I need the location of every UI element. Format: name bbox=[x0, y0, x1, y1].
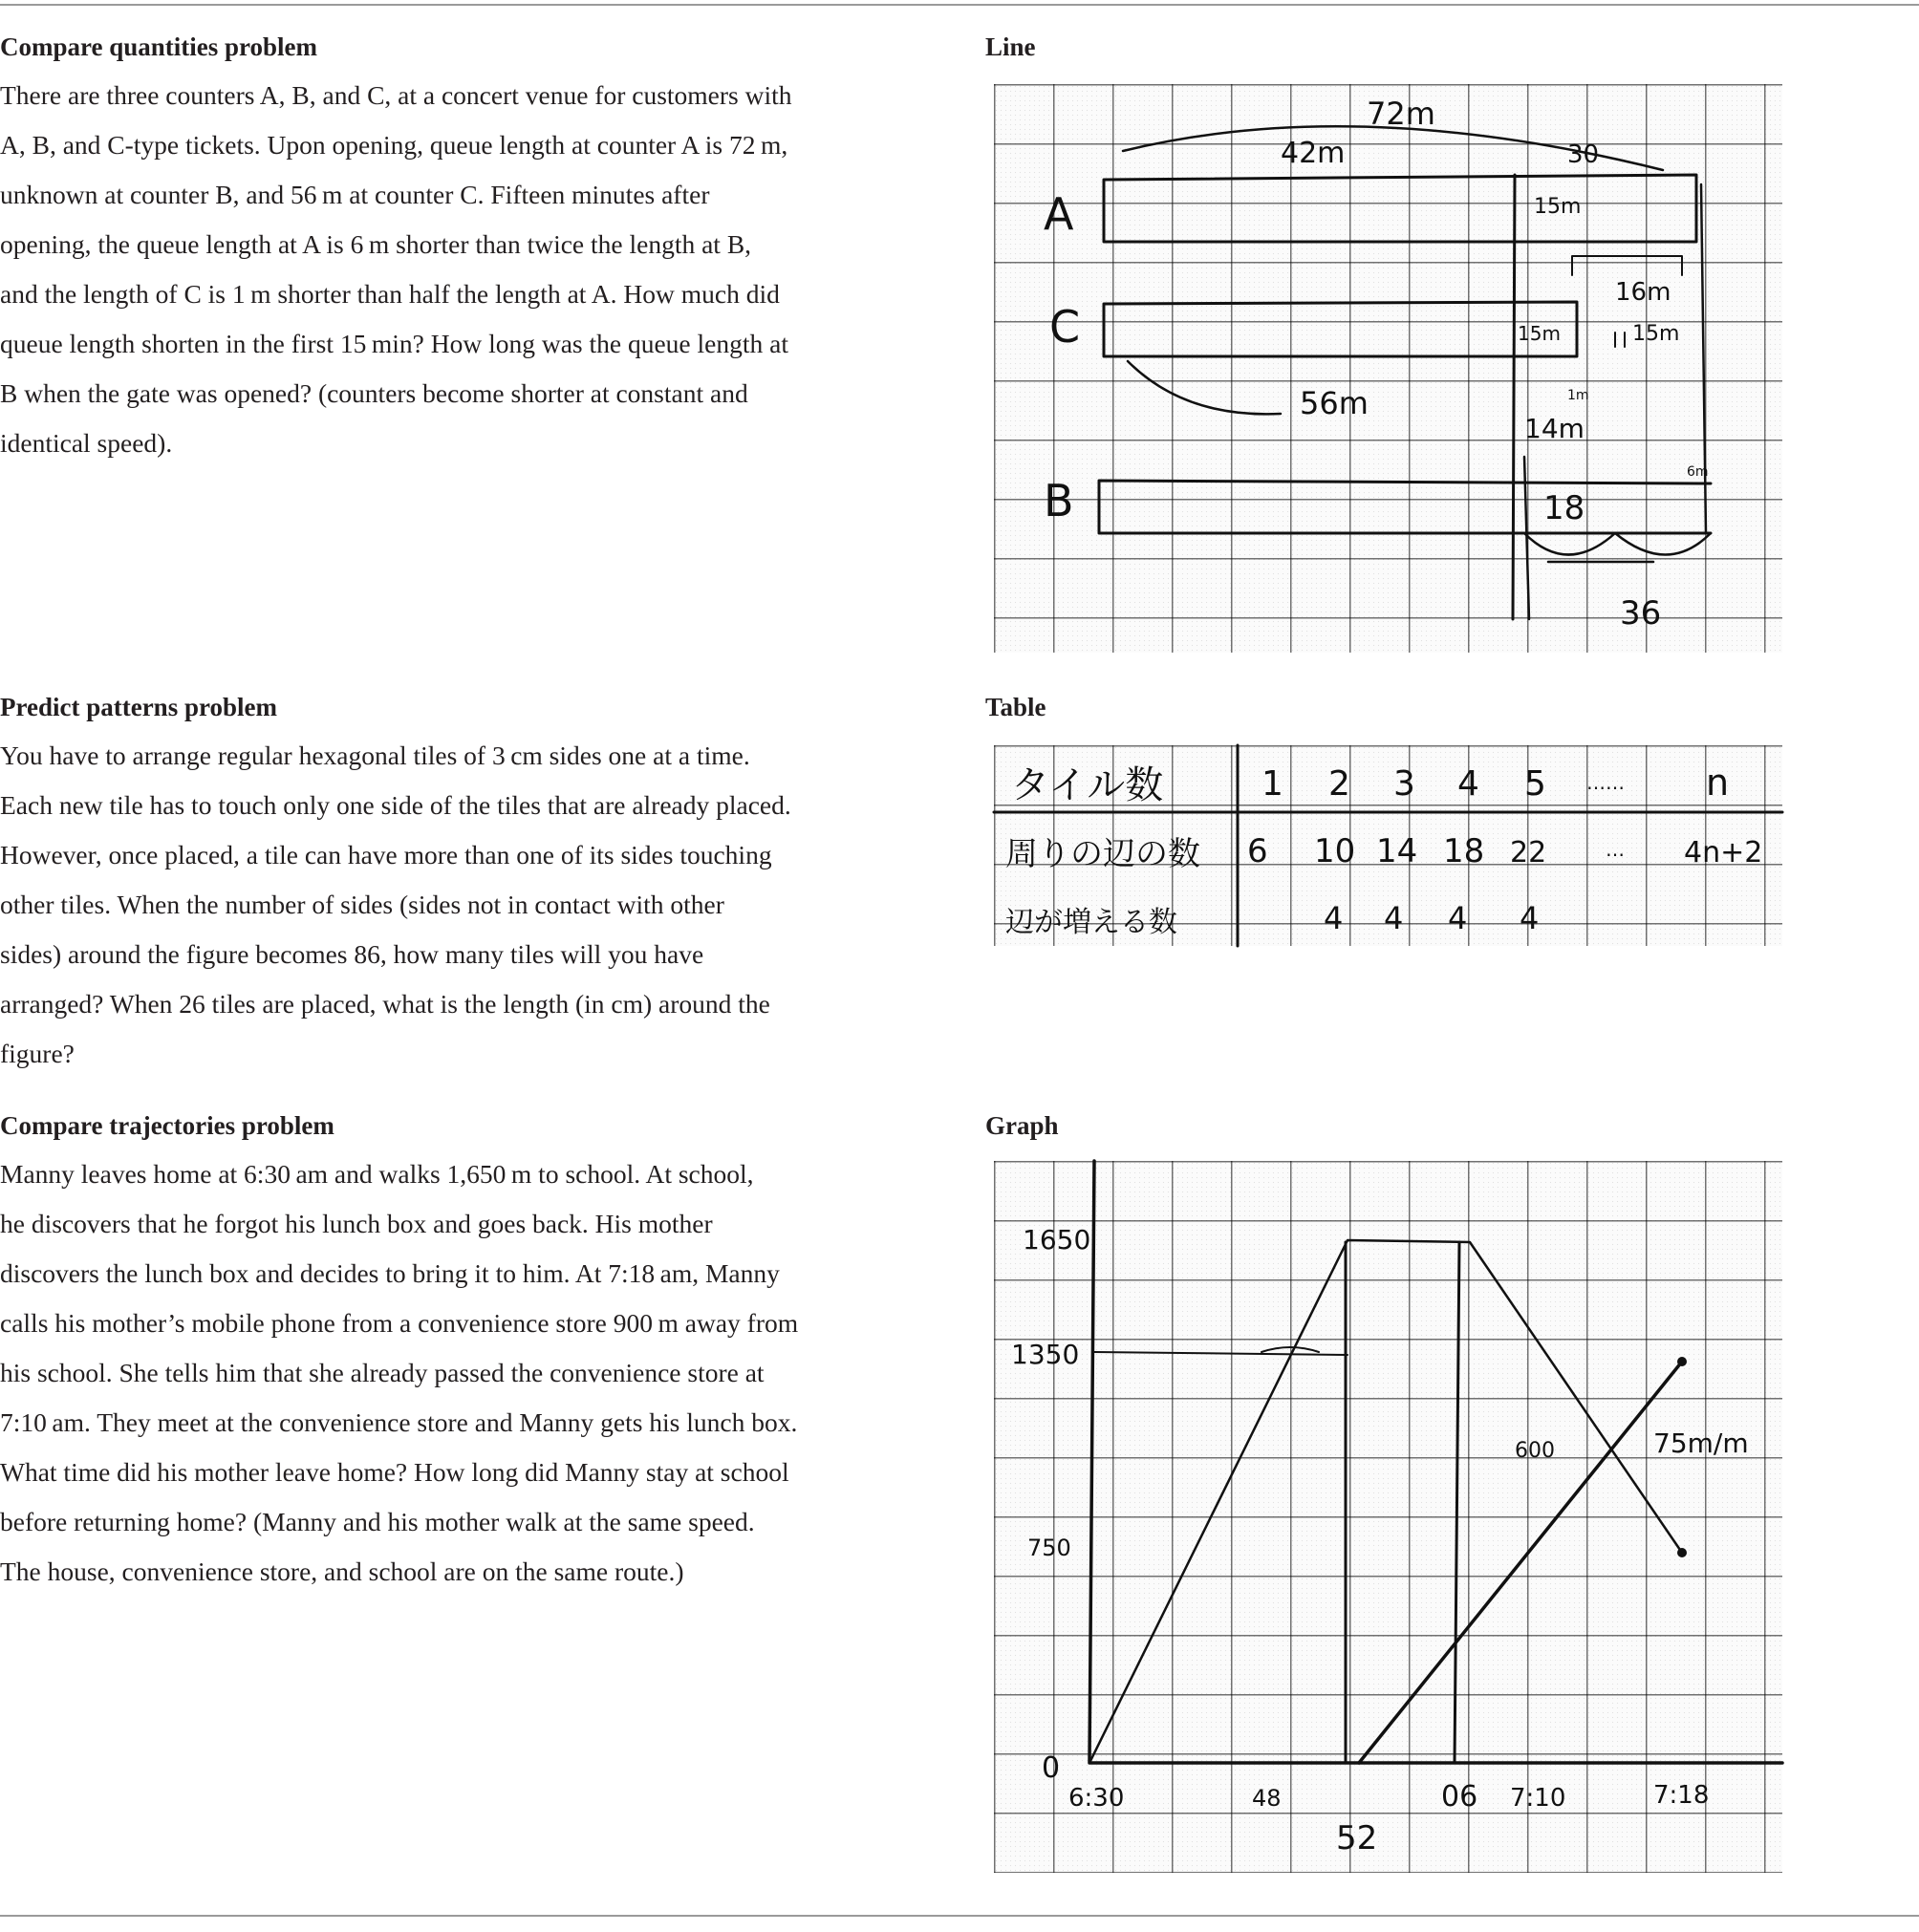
tick-marks bbox=[1615, 333, 1625, 347]
row-label-a: A bbox=[1044, 188, 1074, 240]
text-line: Manny leaves home at 6:30 am and walks 1,650 m to school. At school, bbox=[0, 1159, 754, 1189]
y-label-0: 0 bbox=[1042, 1751, 1061, 1785]
line-diagram-drawing bbox=[994, 84, 1782, 653]
y-label-750: 750 bbox=[1027, 1535, 1071, 1561]
graph-sketch bbox=[994, 1161, 1782, 1873]
text-line: A, B, and C-type tickets. Upon opening, queue length at counter A is 72 m, bbox=[0, 130, 788, 160]
table-drawing bbox=[994, 745, 1782, 946]
x-label-48: 48 bbox=[1252, 1785, 1282, 1812]
x-label-06: 06 bbox=[1441, 1780, 1478, 1814]
text-line: 7:10 am. They meet at the convenience store and Manny gets his lunch box. bbox=[0, 1407, 798, 1437]
table-cell: 4n+2 bbox=[1684, 836, 1763, 869]
time-guides bbox=[1346, 1242, 1459, 1763]
annotation-75m-per-min: 75m/m bbox=[1653, 1428, 1749, 1459]
table-cell: 5 bbox=[1524, 764, 1546, 804]
table-cell: 14 bbox=[1376, 832, 1418, 870]
guide-1350 bbox=[1094, 1347, 1348, 1355]
table-cell: 4 bbox=[1324, 900, 1344, 936]
table-cell: 4 bbox=[1520, 900, 1540, 936]
y-label-1350: 1350 bbox=[1011, 1339, 1080, 1370]
heading-compare-trajectories: Compare trajectories problem bbox=[0, 1111, 334, 1140]
mother-trajectory bbox=[1359, 1362, 1682, 1763]
x-label-6-30: 6:30 bbox=[1068, 1784, 1125, 1813]
heading-compare-quantities: Compare quantities problem bbox=[0, 32, 318, 61]
table-cell: 6 bbox=[1247, 832, 1268, 870]
arc-18 bbox=[1524, 533, 1711, 555]
table-cell: 4 bbox=[1448, 900, 1468, 936]
row-label-perimeter-sides: 周りの辺の数 bbox=[1005, 835, 1200, 873]
annotation-6m: 6m bbox=[1687, 464, 1709, 480]
annotation-72m: 72m bbox=[1367, 96, 1435, 132]
text-line: he discovers that he forgot his lunch box and goes back. His mother bbox=[0, 1209, 713, 1238]
annotation-18: 18 bbox=[1543, 489, 1585, 527]
table-cell: 22 bbox=[1510, 836, 1547, 869]
row-label-tiles: タイル数 bbox=[1011, 763, 1164, 807]
manny-trajectory bbox=[1089, 1240, 1682, 1763]
x-label-7-10: 7:10 bbox=[1510, 1784, 1566, 1813]
line-diagram-sketch bbox=[994, 84, 1782, 653]
text-line: and the length of C is 1 m shorter than half the length at A. How much did bbox=[0, 279, 780, 309]
text-line: What time did his mother leave home? How long did Manny stay at school bbox=[0, 1457, 789, 1487]
bar-b bbox=[1099, 481, 1711, 533]
divider-line bbox=[1513, 175, 1515, 619]
heading-predict-patterns: Predict patterns problem bbox=[0, 693, 277, 721]
annotation-15m-c2: 15m bbox=[1632, 322, 1680, 346]
table-cell: 4 bbox=[1457, 764, 1479, 804]
figure-label-graph: Graph bbox=[985, 1111, 1059, 1140]
text-line: discovers the lunch box and decides to bring it to him. At 7:18 am, Manny bbox=[0, 1258, 780, 1288]
bottom-rule bbox=[0, 1915, 1919, 1917]
table-cell: 10 bbox=[1314, 832, 1356, 870]
table-cell: 18 bbox=[1443, 832, 1485, 870]
table-cell: …… bbox=[1586, 771, 1625, 794]
table-cell: 2 bbox=[1328, 764, 1350, 804]
figure-label-table: Table bbox=[985, 693, 1046, 721]
x-label-7-18: 7:18 bbox=[1653, 1781, 1710, 1810]
text-line: sides) around the figure becomes 86, how many tiles will you have bbox=[0, 939, 704, 969]
predict-patterns-text bbox=[0, 731, 841, 1079]
annotation-30: 30 bbox=[1567, 140, 1600, 169]
table-sketch bbox=[994, 745, 1782, 946]
figure-label-line: Line bbox=[985, 32, 1036, 61]
text-line: his school. She tells him that she already passed the convenience store at bbox=[0, 1358, 765, 1387]
graph-drawing bbox=[994, 1161, 1782, 1873]
text-line: unknown at counter B, and 56 m at counter C. Fifteen minutes after bbox=[0, 180, 710, 209]
bar-a bbox=[1104, 175, 1696, 242]
text-line: other tiles. When the number of sides (sides not in contact with other bbox=[0, 890, 724, 919]
text-line: before returning home? (Manny and his mother walk at the same speed. bbox=[0, 1507, 755, 1536]
row-label-c: C bbox=[1049, 301, 1081, 353]
table-cell: 4 bbox=[1384, 900, 1404, 936]
top-rule bbox=[0, 4, 1919, 6]
text-line: The house, convenience store, and school are on the same route.) bbox=[0, 1556, 684, 1586]
text-line: opening, the queue length at A is 6 m shorter than twice the length at B, bbox=[0, 229, 752, 259]
text-line: However, once placed, a tile can have more than one of its sides touching bbox=[0, 840, 772, 869]
text-line: figure? bbox=[0, 1039, 75, 1068]
table-cell: … bbox=[1606, 838, 1625, 861]
annotation-600: 600 bbox=[1515, 1439, 1555, 1463]
compare-quantities-text bbox=[0, 71, 841, 468]
point-7-18-upper bbox=[1677, 1357, 1687, 1366]
text-line: B when the gate was opened? (counters become shorter at constant and bbox=[0, 378, 748, 408]
arc-56m bbox=[1128, 361, 1281, 414]
text-line: calls his mother’s mobile phone from a convenience store 900 m away from bbox=[0, 1308, 799, 1338]
row-label-b: B bbox=[1044, 475, 1074, 526]
annotation-15m-c: 15m bbox=[1518, 322, 1561, 345]
annotation-36: 36 bbox=[1620, 594, 1662, 633]
row-label-increase: 辺が増える数 bbox=[1005, 906, 1177, 939]
text-line: queue length shorten in the first 15 min? How long was the queue length at bbox=[0, 329, 788, 358]
table-cell: 3 bbox=[1393, 764, 1415, 804]
text-line: There are three counters A, B, and C, at a concert venue for customers with bbox=[0, 80, 792, 110]
point-7-18-lower bbox=[1677, 1548, 1687, 1557]
annotation-1m: 1m bbox=[1567, 388, 1589, 403]
text-line: arranged? When 26 tiles are placed, what is the length (in cm) around the bbox=[0, 989, 770, 1019]
compare-trajectories-text bbox=[0, 1149, 841, 1597]
x-label-52: 52 bbox=[1336, 1819, 1378, 1857]
annotation-14m: 14m bbox=[1524, 413, 1585, 444]
text-line: Each new tile has to touch only one side of the tiles that are already placed. bbox=[0, 790, 791, 820]
graph-axes bbox=[1089, 1161, 1782, 1763]
bar-c bbox=[1104, 302, 1577, 356]
annotation-56m: 56m bbox=[1300, 385, 1369, 421]
annotation-16m: 16m bbox=[1615, 278, 1671, 307]
table-cell: n bbox=[1706, 762, 1730, 804]
annotation-42m: 42m bbox=[1281, 137, 1346, 170]
y-label-1650: 1650 bbox=[1023, 1224, 1091, 1256]
text-line: You have to arrange regular hexagonal tiles of 3 cm sides one at a time. bbox=[0, 741, 750, 770]
text-line: identical speed). bbox=[0, 428, 173, 458]
bracket-16m bbox=[1572, 256, 1682, 275]
annotation-15m-a: 15m bbox=[1534, 195, 1582, 219]
table-cell: 1 bbox=[1261, 764, 1283, 804]
